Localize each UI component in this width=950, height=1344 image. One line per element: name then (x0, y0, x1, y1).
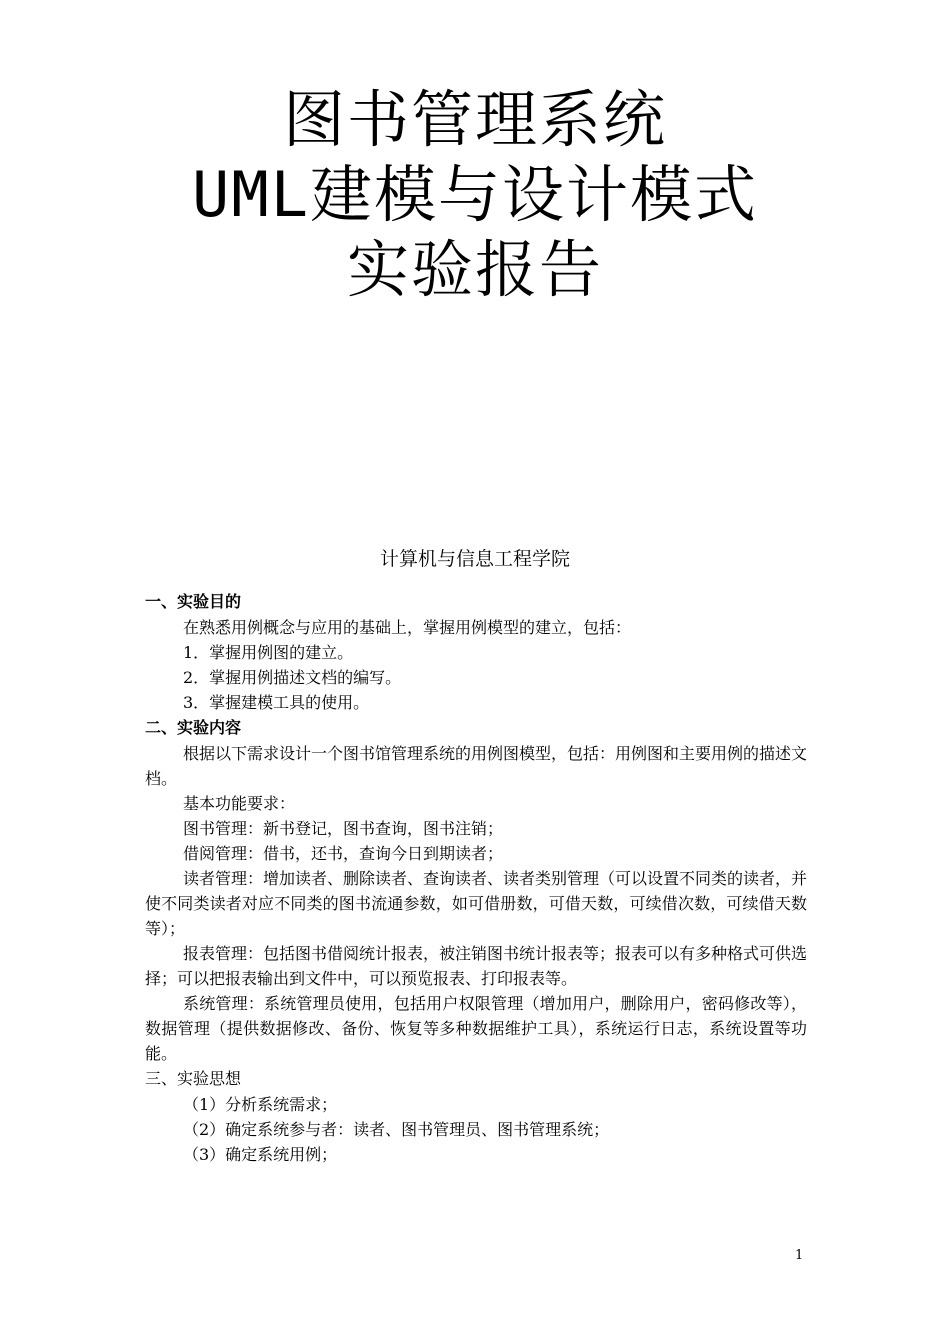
report-body (145, 589, 807, 1167)
section-heading: 二、实验内容 (145, 718, 242, 737)
paragraph: 系统管理：系统管理员使用，包括用户权限管理（增加用户，删除用户，密码修改等），数据管理（提供数据修改、备份、恢复等多种数据维护工具），系统运行日志，系统设置等功能。 (145, 994, 807, 1063)
report-title (0, 82, 950, 307)
list-item: 1．掌握用例图的建立。 (183, 643, 354, 662)
paragraph: 图书管理：新书登记，图书查询，图书注销； (183, 819, 504, 838)
institution-name: 计算机与信息工程学院 (379, 548, 570, 570)
list-item: （1）分析系统需求； (183, 1095, 338, 1114)
title-line-2: UML建模与设计模式 (192, 158, 758, 231)
section-heading: 三、实验思想 (145, 1069, 242, 1088)
section-content (145, 715, 807, 1066)
list-item: 3．掌握建模工具的使用。 (183, 693, 370, 712)
section-objectives (145, 589, 807, 715)
paragraph: 借阅管理：借书，还书，查询今日到期读者； (183, 844, 504, 863)
title-line-1: 图书管理系统 (282, 83, 667, 156)
paragraph: 读者管理：增加读者、删除读者、查询读者、读者类别管理（可以设置不同类的读者，并使不同类读者对应不同类的图书流通参数，如可借册数，可借天数，可续借次数，可续借天数等）； (145, 869, 808, 938)
section-heading: 一、实验目的 (145, 592, 242, 611)
list-item: 2．掌握用例描述文档的编写。 (183, 668, 402, 687)
page-number: 1 (795, 1248, 804, 1263)
section-intro: 在熟悉用例概念与应用的基础上，掌握用例模型的建立，包括： (183, 618, 632, 637)
title-line-3: 实验报告 (346, 233, 603, 306)
paragraph: 基本功能要求： (183, 794, 296, 813)
list-item: （3）确定系统用例； (183, 1145, 338, 1164)
paragraph: 根据以下需求设计一个图书馆管理系统的用例图模型，包括：用例图和主要用例的描述文档。 (145, 744, 808, 788)
section-approach (145, 1066, 807, 1167)
paragraph: 报表管理：包括图书借阅统计报表，被注销图书统计报表等；报表可以有多种格式可供选择；可以把报表输出到文件中，可以预览报表、打印报表等。 (145, 944, 808, 988)
list-item: （2）确定系统参与者：读者、图书管理员、图书管理系统； (183, 1120, 610, 1139)
